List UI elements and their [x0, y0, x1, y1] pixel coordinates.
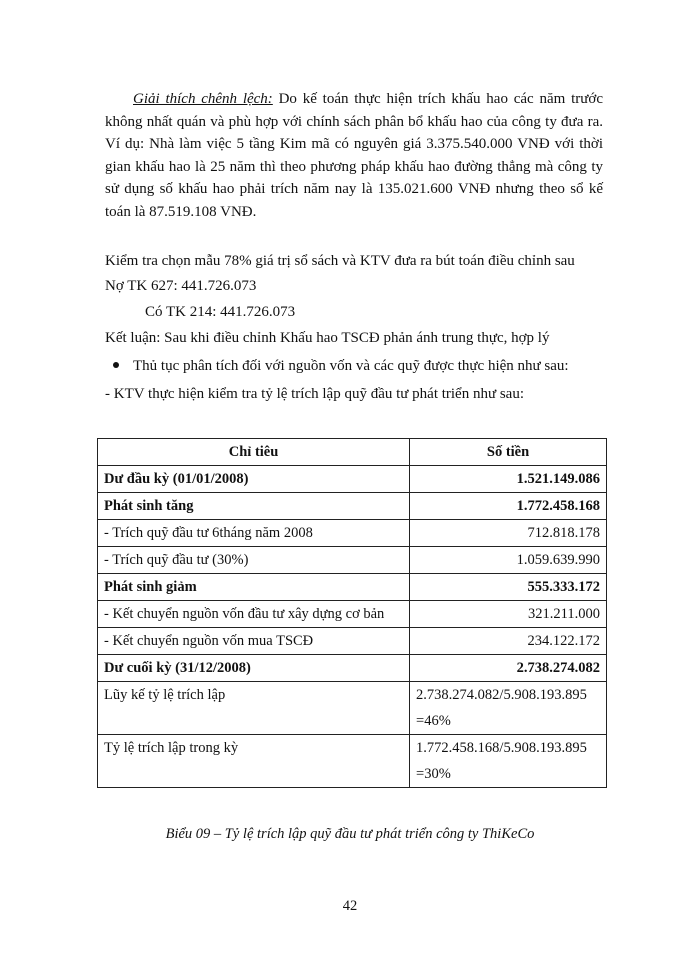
table-row: [98, 520, 607, 547]
ratio-formula: 1.772.458.168/5.908.193.895: [416, 740, 587, 756]
row-value: 712.818.178: [410, 520, 607, 547]
row-value: [410, 682, 607, 735]
header-amount: Số tiền: [410, 439, 607, 466]
bullet-text: Thủ tục phân tích đối với nguồn vốn và các quỹ được thực hiện như sau:: [133, 358, 569, 374]
row-label: - Kết chuyển nguồn vốn mua TSCĐ: [98, 628, 410, 655]
header-indicator: Chỉ tiêu: [98, 439, 410, 466]
row-label: Phát sinh giảm: [98, 574, 410, 601]
row-label: Dư đầu kỳ (01/01/2008): [98, 466, 410, 493]
row-label: Lũy kế tỷ lệ trích lập: [98, 682, 410, 735]
table-row: [98, 655, 607, 682]
row-value: 2.738.274.082: [410, 655, 607, 682]
credit-entry: Có TK 214: 441.726.073: [145, 304, 296, 320]
row-label: - Trích quỹ đầu tư 6tháng năm 2008: [98, 520, 410, 547]
table-row: [98, 466, 607, 493]
explanation-label: Giải thích chênh lệch:: [133, 91, 273, 107]
ratio-result: =46%: [416, 713, 451, 729]
table-row: [98, 574, 607, 601]
ratio-result: =30%: [416, 766, 451, 782]
explanation-text: Do kế toán thực hiện trích khấu hao các năm trước không nhất quán và phù hợp với chính sách phân bổ khấu hao của công ty đưa ra. Ví dụ: Nhà làm việc 5 tầng Kim mã có nguyên giá 3.375.540.000 VNĐ với thời gian khấu hao là 25 năm thì theo phương pháp khấu hao đường thẳng mà công ty sử dụng số khấu hao phải trích năm nay là 135.021.600 VNĐ nhưng theo sổ kế toán là 87.519.108 VNĐ.: [105, 91, 603, 220]
table-row: [98, 682, 607, 735]
explanation-paragraph: [105, 88, 603, 223]
fund-ratio-table: [97, 438, 607, 788]
row-value: 555.333.172: [410, 574, 607, 601]
row-value: 1.521.149.086: [410, 466, 607, 493]
sample-line: Kiểm tra chọn mẫu 78% giá trị sổ sách và KTV đưa ra bút toán điều chỉnh sau: [105, 253, 575, 269]
table-row: [98, 493, 607, 520]
row-label: Tỷ lệ trích lập trong kỳ: [98, 735, 410, 788]
conclusion-line: Kết luận: Sau khi điều chỉnh Khấu hao TSCĐ phản ánh trung thực, hợp lý: [105, 330, 550, 346]
bullet-item: [113, 355, 569, 377]
row-value: 321.211.000: [410, 601, 607, 628]
row-label: - Trích quỹ đầu tư (30%): [98, 547, 410, 574]
row-label: Phát sinh tăng: [98, 493, 410, 520]
row-value: 234.122.172: [410, 628, 607, 655]
row-value: 1.059.639.990: [410, 547, 607, 574]
intro-line: - KTV thực hiện kiểm tra tỷ lệ trích lập quỹ đầu tư phát triển như sau:: [105, 386, 525, 402]
debit-entry: Nợ TK 627: 441.726.073: [105, 278, 257, 294]
table-row: [98, 601, 607, 628]
table-caption: Biểu 09 – Tỷ lệ trích lập quỹ đầu tư phát triển công ty ThiKeCo: [165, 826, 535, 842]
row-value: [410, 735, 607, 788]
table-row: [98, 628, 607, 655]
row-label: - Kết chuyển nguồn vốn đầu tư xây dựng cơ bản: [98, 601, 410, 628]
table-header-row: [98, 439, 607, 466]
ratio-formula: 2.738.274.082/5.908.193.895: [416, 687, 587, 703]
bullet-icon: [113, 362, 119, 368]
page-number: 42: [342, 898, 358, 914]
row-value: 1.772.458.168: [410, 493, 607, 520]
table-row: [98, 735, 607, 788]
table-row: [98, 547, 607, 574]
row-label: Dư cuối kỳ (31/12/2008): [98, 655, 410, 682]
